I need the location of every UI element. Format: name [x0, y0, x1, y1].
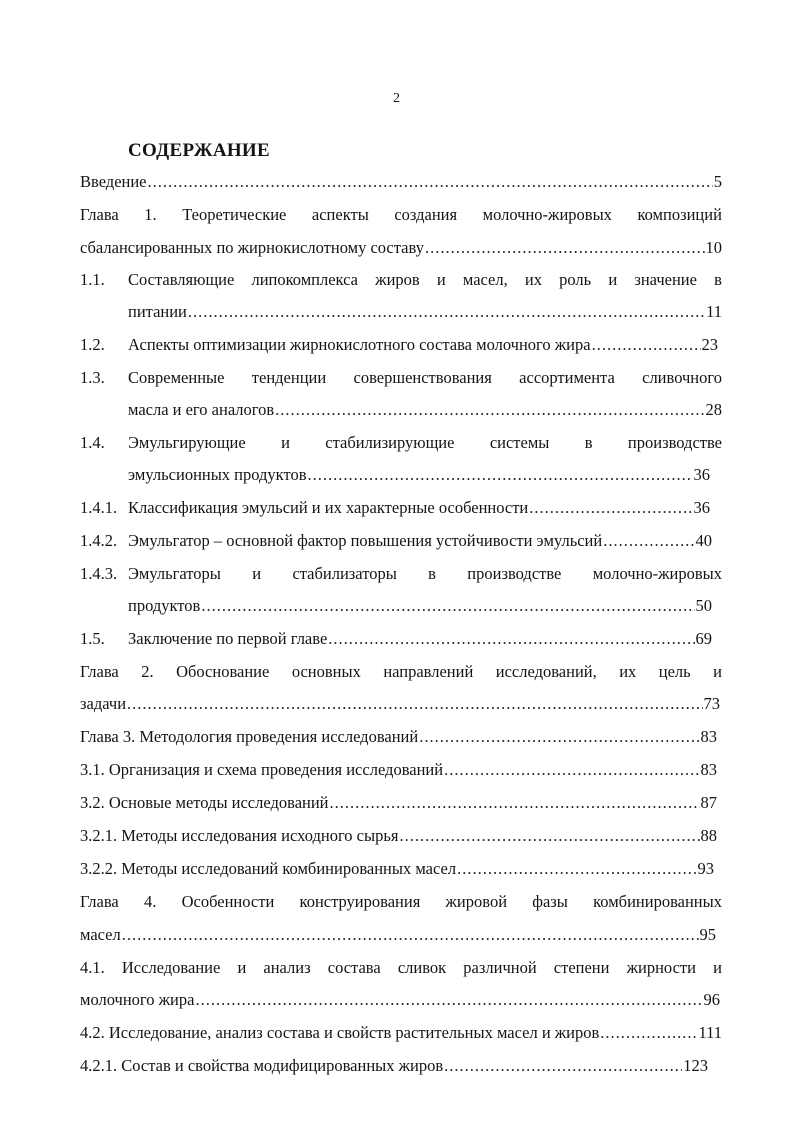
- toc-entry-page: 23: [701, 335, 718, 354]
- toc-entry-page: 5: [713, 172, 722, 191]
- toc-entry-number: 1.3.: [80, 368, 105, 387]
- toc-entry-chapter-1-line1: Глава 1. Теоретические аспекты создания молочно-жировых композиций: [80, 205, 722, 224]
- toc-entry-chapter-2-line2: задачи ..... 73: [80, 691, 720, 717]
- toc-entry-1-4-2: Эмульгатор – основной фактор повышения устойчивости эмульсий ..... 40: [128, 528, 712, 554]
- toc-entry-page: 28: [705, 400, 722, 419]
- toc-entry-1-3-line2: масла и его аналогов ..... 28: [128, 397, 722, 423]
- toc-entry-chapter-3: Глава 3. Методология проведения исследований ..... 83: [80, 724, 717, 750]
- toc-entry-1-1-line2: питании ..... 11: [128, 299, 722, 325]
- toc-entry-1-5: Заключение по первой главе ..... 69: [128, 626, 712, 652]
- toc-entry-page: 95: [699, 925, 716, 944]
- toc-entry-page: 50: [695, 596, 712, 615]
- toc-entry-text: Введение: [80, 172, 147, 191]
- toc-entry-intro: [80, 169, 722, 195]
- toc-entry-1-2: Аспекты оптимизации жирнокислотного состава молочного жира ..... 23: [128, 332, 718, 358]
- toc-entry-page: 88: [700, 826, 717, 845]
- toc-entry-chapter-1-line2: сбалансированных по жирнокислотному составу ..... 10: [80, 235, 722, 261]
- toc-entry-page: 83: [700, 760, 717, 779]
- toc-entry-3-1: 3.1. Организация и схема проведения исследований ..... 83: [80, 757, 717, 783]
- toc-entry-page: 40: [695, 531, 712, 550]
- toc-entry-page: 87: [700, 793, 717, 812]
- toc-entry-chapter-4-line1: Глава 4. Особенности конструирования жировой фазы комбинированных: [80, 892, 722, 911]
- page-title: СОДЕРЖАНИЕ: [128, 140, 270, 161]
- toc-entry-1-4-3-line2: продуктов ..... 50: [128, 593, 712, 619]
- toc-entry-chapter-2-line1: Глава 2. Обоснование основных направлений исследований, их цель и: [80, 662, 722, 681]
- toc-entry-1-4-line2: эмульсионных продуктов ..... 36: [128, 462, 710, 488]
- toc-entry-number: 1.5.: [80, 629, 105, 648]
- toc-entry-page: 36: [693, 465, 710, 484]
- toc-entry-page: 96: [703, 990, 720, 1009]
- toc-entry-1-1-line1: Составляющие липокомплекса жиров и масел, их роль и значение в: [128, 270, 722, 289]
- toc-entry-1-4-1: Классификация эмульсий и их характерные особенности ..... 36: [128, 495, 710, 521]
- toc-entry-page: 111: [698, 1023, 722, 1042]
- page-number: 2: [393, 91, 400, 106]
- toc-entry-number: 1.2.: [80, 335, 105, 354]
- toc-entry-4-1-line2: молочного жира ..... 96: [80, 987, 720, 1013]
- toc-entry-3-2: 3.2. Основые методы исследований ..... 87: [80, 790, 717, 816]
- toc-entry-page: 93: [697, 859, 714, 878]
- toc-entry-page: 69: [695, 629, 712, 648]
- toc-entry-4-1-line1: 4.1. Исследование и анализ состава сливок различной степени жирности и: [80, 958, 722, 977]
- toc-entry-1-4-3-line1: Эмульгаторы и стабилизаторы в производстве молочно-жировых: [128, 564, 722, 583]
- toc-entry-4-2: 4.2. Исследование, анализ состава и свойств растительных масел и жиров ..... 111: [80, 1020, 722, 1046]
- toc-entry-number: 1.4.2.: [80, 531, 118, 550]
- toc-entry-page: 83: [700, 727, 717, 746]
- toc-entry-page: 123: [683, 1056, 708, 1075]
- toc-entry-page: 11: [706, 302, 722, 321]
- toc-entry-1-3-line1: Современные тенденции совершенствования ассортимента сливочного: [128, 368, 722, 387]
- toc-entry-number: 1.1.: [80, 270, 105, 289]
- toc-entry-4-2-1: 4.2.1. Состав и свойства модифицированных жиров ..... 123: [80, 1053, 708, 1079]
- toc-entry-3-2-2: 3.2.2. Методы исследований комбинированных масел ..... 93: [80, 856, 714, 882]
- toc-entry-3-2-1: 3.2.1. Методы исследования исходного сырья ..... 88: [80, 823, 717, 849]
- toc-entry-page: 73: [703, 694, 720, 713]
- toc-entry-1-4-line1: Эмульгирующие и стабилизирующие системы в производстве: [128, 433, 722, 452]
- toc-entry-chapter-4-line2: масел ..... 95: [80, 922, 716, 948]
- toc-entry-page: 36: [693, 498, 710, 517]
- toc-entry-number: 1.4.1.: [80, 498, 118, 517]
- toc-entry-number: 1.4.3.: [80, 564, 118, 583]
- toc-entry-number: 1.4.: [80, 433, 105, 452]
- toc-entry-page: 10: [705, 238, 722, 257]
